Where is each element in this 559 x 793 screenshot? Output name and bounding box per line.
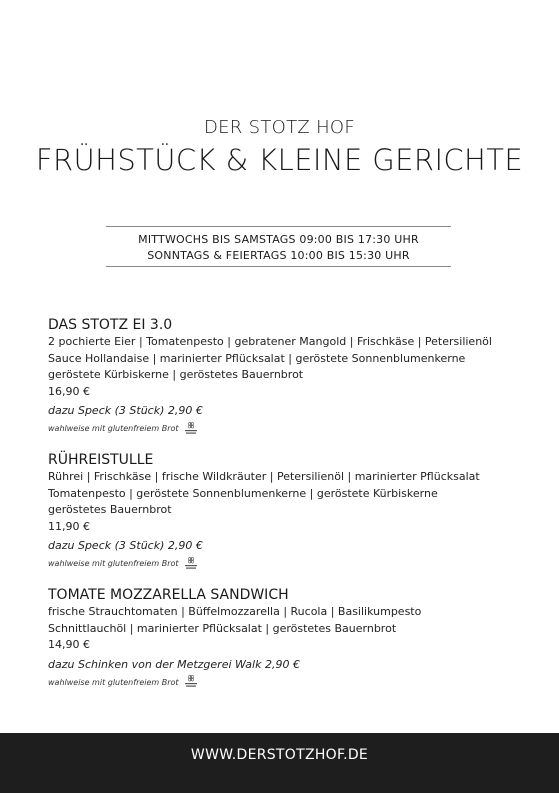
item-description-line: frische Strauchtomaten | Büffelmozzarella | Rucola | Basilikumpesto xyxy=(48,605,422,618)
gluten-free-option xyxy=(48,556,528,572)
gluten-free-icon xyxy=(183,556,199,572)
item-description-line: 2 pochierte Eier | Tomatenpesto | gebratener Mangold | Frischkäse | Petersilienöl xyxy=(48,335,492,348)
page-title: FRÜHSTÜCK & KLEINE GERICHTE xyxy=(35,143,524,177)
footer-bar xyxy=(0,733,559,793)
item-description-line: Sauce Hollandaise | marinierter Pflücksalat | geröstete Sonnenblumenkerne xyxy=(48,351,466,365)
item-extra: dazu Speck (3 Stück) 2,90 € xyxy=(48,539,203,552)
item-price: 16,90 € xyxy=(48,384,90,398)
item-description-line: Tomatenpesto | geröstete Sonnenblumenkerne | geröstete Kürbiskerne xyxy=(48,486,438,500)
item-extra: dazu Schinken von der Metzgerei Walk 2,90 € xyxy=(48,657,300,671)
menu-item xyxy=(48,317,528,437)
item-title: RÜHREISTULLE xyxy=(48,452,154,468)
menu-item xyxy=(48,587,528,690)
opening-hours xyxy=(106,226,451,267)
item-title: TOMATE MOZZARELLA SANDWICH xyxy=(48,587,289,603)
item-description-line: geröstetes Bauernbrot xyxy=(48,503,172,516)
gluten-free-icon xyxy=(183,421,199,437)
gluten-free-option xyxy=(48,674,528,690)
item-description-line: geröstete Kürbiskerne | geröstetes Bauernbrot xyxy=(48,368,304,381)
hours-sundays: SONNTAGS & FEIERTAGS 10:00 BIS 15:30 UHR xyxy=(147,249,410,262)
restaurant-name: DER STOTZ HOF xyxy=(203,117,356,138)
menu-item xyxy=(48,452,528,572)
item-price: 14,90 € xyxy=(48,638,90,651)
gluten-free-icon xyxy=(183,674,199,690)
item-description-line: Rührei | Frischkäse | frische Wildkräuter | Petersilienöl | marinierter Pflücksalat xyxy=(48,470,480,483)
item-description-line: Schnittlauchöl | marinierter Pflücksalat | geröstetes Bauernbrot xyxy=(48,621,397,635)
gluten-free-option xyxy=(48,421,528,437)
item-extra: dazu Speck (3 Stück) 2,90 € xyxy=(48,404,203,417)
gluten-free-note: wahlweise mit glutenfreiem Brot xyxy=(48,424,179,433)
item-price: 11,90 € xyxy=(48,519,90,533)
item-title: DAS STOTZ EI 3.0 xyxy=(48,317,173,333)
website-link[interactable]: WWW.DERSTOTZHOF.DE xyxy=(190,747,369,763)
hours-weekdays: MITTWOCHS BIS SAMSTAGS 09:00 BIS 17:30 UHR xyxy=(138,233,419,246)
gluten-free-note: wahlweise mit glutenfreiem Brot xyxy=(48,677,179,687)
gluten-free-note: wahlweise mit glutenfreiem Brot xyxy=(48,559,179,568)
